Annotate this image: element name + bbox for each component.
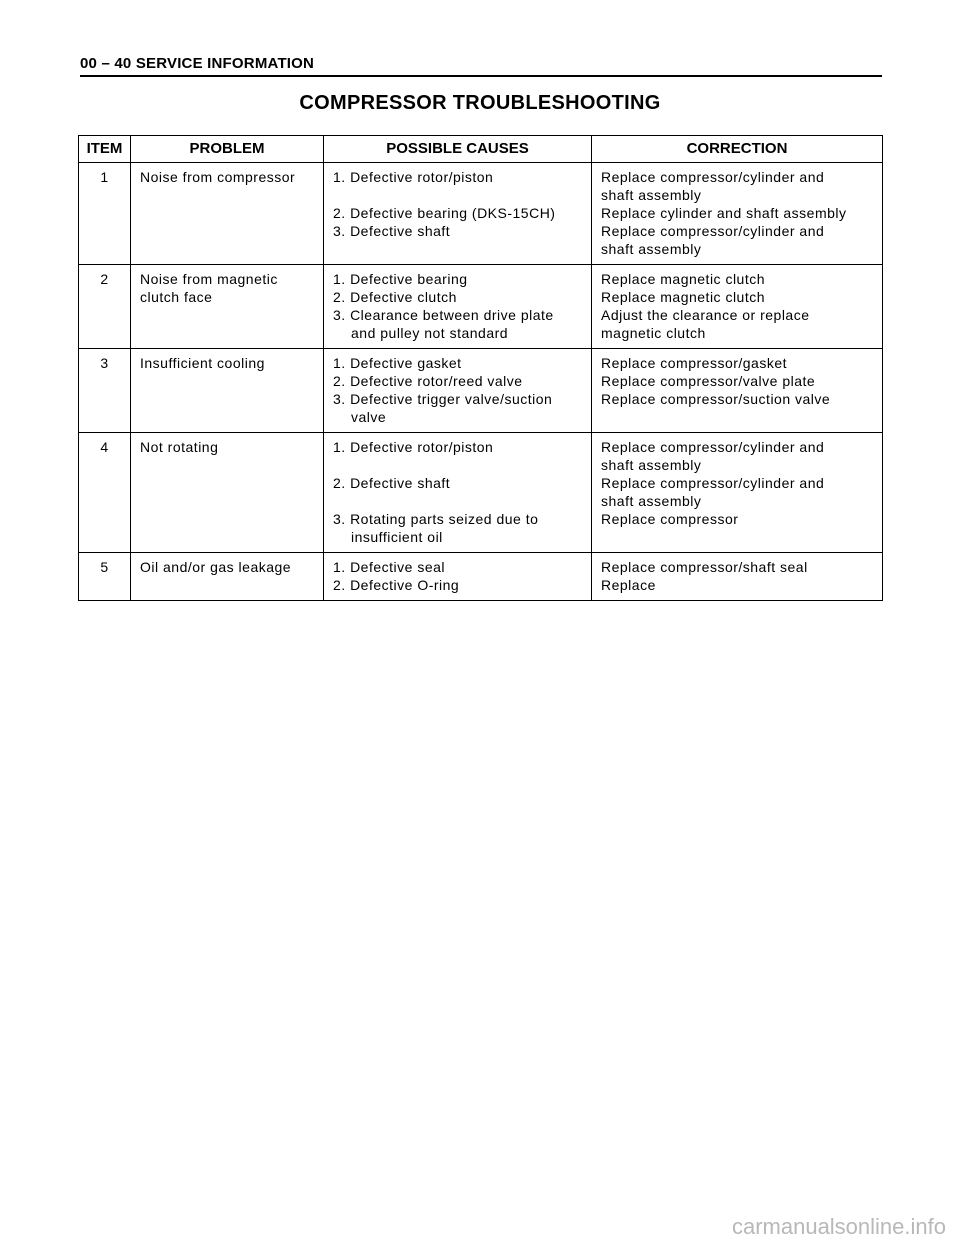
correction-line: shaft assembly: [601, 493, 702, 509]
cause-line: 3. Defective trigger valve/suction: [333, 391, 553, 407]
column-header-problem: PROBLEM: [131, 136, 324, 163]
cause-line: 2. Defective bearing (DKS-15CH): [333, 205, 556, 221]
correction-line: Replace cylinder and shaft assembly: [601, 205, 847, 221]
correction-line: Replace compressor/gasket: [601, 355, 788, 371]
causes-cell: [324, 163, 592, 265]
correction-line: Replace compressor/cylinder and: [601, 475, 825, 491]
cause-line: 3. Defective shaft: [333, 223, 451, 239]
table-row: [79, 433, 883, 553]
correction-cell: [592, 433, 883, 553]
correction-line: Replace magnetic clutch: [601, 289, 766, 305]
item-cell: 5: [79, 553, 131, 601]
cause-line: 3. Clearance between drive plate: [333, 307, 554, 323]
problem-line: Noise from compressor: [140, 169, 296, 185]
table-row: [79, 553, 883, 601]
header-rule: [80, 75, 882, 77]
item-cell: 4: [79, 433, 131, 553]
problem-cell: [131, 349, 324, 433]
column-header-causes: POSSIBLE CAUSES: [324, 136, 592, 163]
problem-cell: [131, 553, 324, 601]
correction-cell: [592, 163, 883, 265]
problem-line: Noise from magnetic: [140, 271, 278, 287]
cause-spacer: [333, 456, 585, 474]
correction-line: Replace compressor/cylinder and: [601, 439, 825, 455]
cause-line: 1. Defective seal: [333, 559, 445, 575]
correction-line: shaft assembly: [601, 457, 702, 473]
page-header: [80, 55, 882, 72]
correction-cell: [592, 349, 883, 433]
cause-line: insufficient oil: [351, 529, 443, 545]
item-cell: 3: [79, 349, 131, 433]
problem-line: Insufficient cooling: [140, 355, 265, 371]
correction-cell: [592, 553, 883, 601]
problem-cell: [131, 163, 324, 265]
correction-line: Adjust the clearance or replace: [601, 307, 810, 323]
table-row: [79, 349, 883, 433]
watermark-text: carmanualsonline.info: [731, 1214, 946, 1239]
correction-line: Replace: [601, 577, 656, 593]
cause-line: 3. Rotating parts seized due to: [333, 511, 539, 527]
problem-line: Oil and/or gas leakage: [140, 559, 292, 575]
cause-line: 2. Defective clutch: [333, 289, 457, 305]
cause-spacer: [333, 186, 585, 204]
correction-line: Replace compressor/cylinder and: [601, 223, 825, 239]
page-title: COMPRESSOR TROUBLESHOOTING: [299, 92, 661, 114]
cause-line: valve: [351, 409, 387, 425]
cause-line: and pulley not standard: [351, 325, 509, 341]
table-header-row: [79, 136, 883, 163]
cause-spacer: [333, 492, 585, 510]
problem-line: clutch face: [140, 289, 213, 305]
column-header-correction: CORRECTION: [592, 136, 883, 163]
cause-line: 1. Defective bearing: [333, 271, 468, 287]
cause-line: 2. Defective O-ring: [333, 577, 460, 593]
cause-line: 2. Defective rotor/reed valve: [333, 373, 523, 389]
cause-line: 1. Defective rotor/piston: [333, 169, 494, 185]
troubleshooting-table: [78, 135, 883, 601]
problem-line: Not rotating: [140, 439, 219, 455]
problem-cell: [131, 433, 324, 553]
item-cell: 2: [79, 265, 131, 349]
correction-line: magnetic clutch: [601, 325, 706, 341]
correction-line: shaft assembly: [601, 241, 702, 257]
correction-line: Replace compressor/cylinder and: [601, 169, 825, 185]
item-cell: 1: [79, 163, 131, 265]
cause-line: 1. Defective rotor/piston: [333, 439, 494, 455]
causes-cell: [324, 433, 592, 553]
correction-line: Replace compressor/shaft seal: [601, 559, 808, 575]
causes-cell: [324, 349, 592, 433]
problem-cell: [131, 265, 324, 349]
column-header-item: ITEM: [79, 136, 131, 163]
causes-cell: [324, 265, 592, 349]
cause-line: 2. Defective shaft: [333, 475, 451, 491]
table-row: [79, 265, 883, 349]
causes-cell: [324, 553, 592, 601]
correction-line: Replace compressor: [601, 511, 739, 527]
correction-line: Replace compressor/valve plate: [601, 373, 816, 389]
correction-line: Replace magnetic clutch: [601, 271, 766, 287]
cause-line: 1. Defective gasket: [333, 355, 462, 371]
page-header-text: 00 – 40 SERVICE INFORMATION: [80, 55, 315, 72]
table-row: [79, 163, 883, 265]
correction-line: shaft assembly: [601, 187, 702, 203]
correction-cell: [592, 265, 883, 349]
correction-line: Replace compressor/suction valve: [601, 391, 831, 407]
